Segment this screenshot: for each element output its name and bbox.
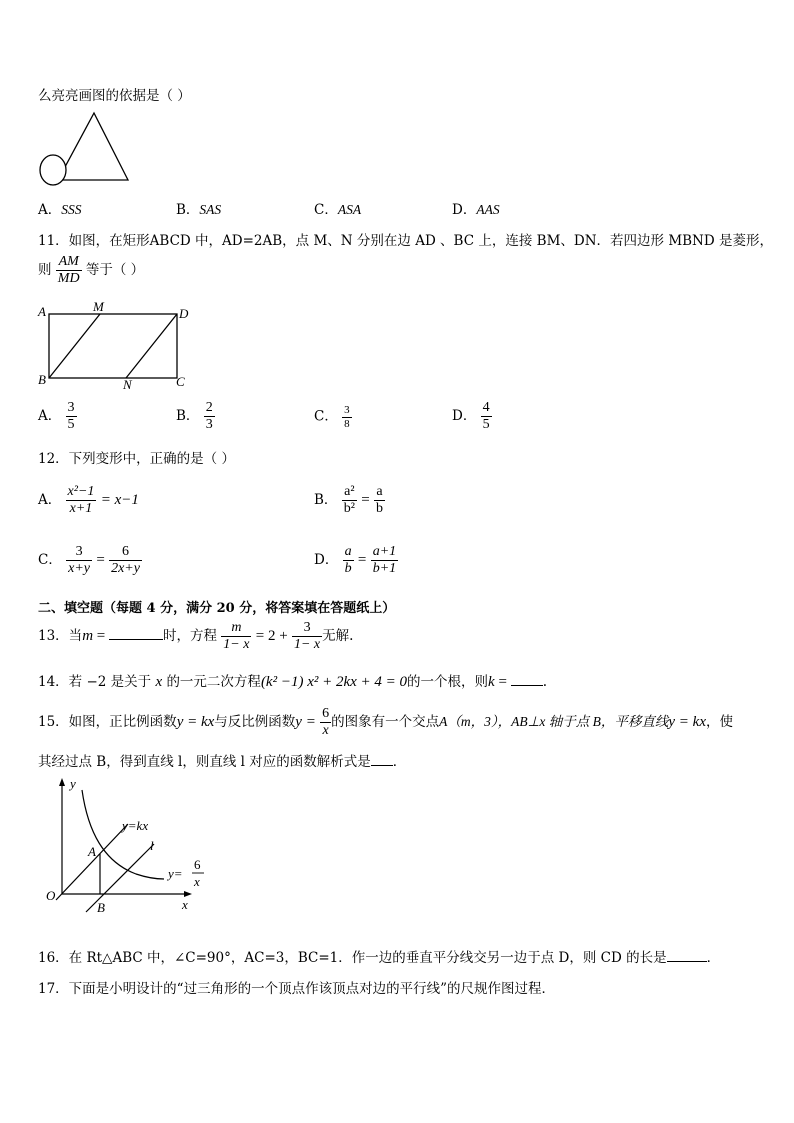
q14-answer-blank [511, 685, 543, 686]
q10-option-a: A．SSS [38, 202, 82, 218]
hyperbola-num: 6 [194, 857, 201, 872]
q11-option-a: A． $\frac{3}{5}$ [38, 400, 75, 433]
q16-text: 16．在 Rt△ABC 中，∠C=90°，AC=3，BC=1．作一边的垂直平分线交另一边于点 D，则 CD 的长是 ． [38, 950, 721, 966]
q16-answer-blank [667, 961, 707, 962]
label-b: B [38, 372, 46, 387]
point-a-label: A [88, 844, 96, 859]
q11-text-line1: 11．如图，在矩形ABCD 中，AD=2AB，点 M、N 分别在边 AD 、BC 上，连接 BM、DN．若四边形 MBND 是菱形， [38, 233, 773, 249]
label-n: N [123, 377, 132, 392]
q10-stem: 么亮亮画图的依据是（ ） [38, 88, 191, 104]
q12-stem: 12．下列变形中，正确的是（ ） [38, 451, 235, 467]
q15-answer-blank [371, 765, 393, 766]
point-b-label: B [97, 900, 105, 915]
q11-figure [36, 300, 196, 392]
q12-option-b: B． $\frac{\text{a²}}{\text{b²}}$ = $\frac{a}{b}$ [314, 484, 383, 517]
label-a: A [38, 304, 46, 319]
q13-text: 13．当m = 时，方程 $\frac{m}{1- x}$ = 2 + $\frac{3}{1- x}$ 无解. [38, 620, 354, 653]
q13-answer-blank [109, 639, 163, 640]
origin-label: O [46, 888, 56, 903]
q12-option-d: D． $\frac{a}{b}$ = $\frac{a+1}{b+1}$ [314, 544, 397, 577]
q11-option-c: C． $\frac{3}{8}$ [314, 404, 350, 430]
x-axis-label: x [182, 897, 188, 912]
label-c: C [176, 374, 185, 389]
y-axis-label: y [70, 776, 76, 791]
q10-option-c: C．ASA [314, 202, 362, 218]
line-l-label: l [150, 838, 154, 853]
q15-text-line2: 其经过点 B，得到直线 l，则直线 l 对应的函数解析式是 ． [38, 754, 407, 770]
q10-figure [36, 110, 136, 190]
q12-option-a: A． $\frac{\text{x²−1}}{x+1}$ = x−1 [38, 484, 139, 517]
q15-figure [36, 772, 216, 916]
q11-option-b: B． $\frac{2}{3}$ [176, 400, 213, 433]
q15-text-line1: 15．如图，正比例函数y = kx与反比例函数y = $\frac{6}{x}$ 的图象有一个交点A（m，3），AB⊥x 轴于点 B，平移直线y = kx，使 [38, 706, 733, 739]
label-m: M [93, 300, 104, 314]
ykx-label: y=kx [122, 818, 149, 833]
q10-option-b: B．SAS [176, 202, 222, 218]
q11-text-line2: 则 $\frac{AM}{MD}$ 等于（ ） [38, 254, 145, 287]
q11-option-d: D． $\frac{4}{5}$ [452, 400, 490, 433]
section-heading: 二、填空题（每题 4 分，满分 20 分，将答案填在答题纸上） [38, 601, 396, 616]
label-d: D [179, 306, 189, 321]
q14-text: 14．若 −2 是关于 x 的一元二次方程(k² −1) x² + 2kx + 4 = 0的一个根，则k = . [38, 674, 547, 690]
yeq-label: y= [168, 866, 183, 881]
hyperbola-den: x [194, 874, 200, 889]
q12-option-c: C． $\frac{3}{x+y}$ = $\frac{6}{2x+y}$ [38, 544, 140, 577]
q17-text: 17．下面是小明设计的“过三角形的一个顶点作该顶点对边的平行线”的尺规作图过程． [38, 981, 555, 997]
q10-option-d: D．AAS [452, 202, 500, 218]
